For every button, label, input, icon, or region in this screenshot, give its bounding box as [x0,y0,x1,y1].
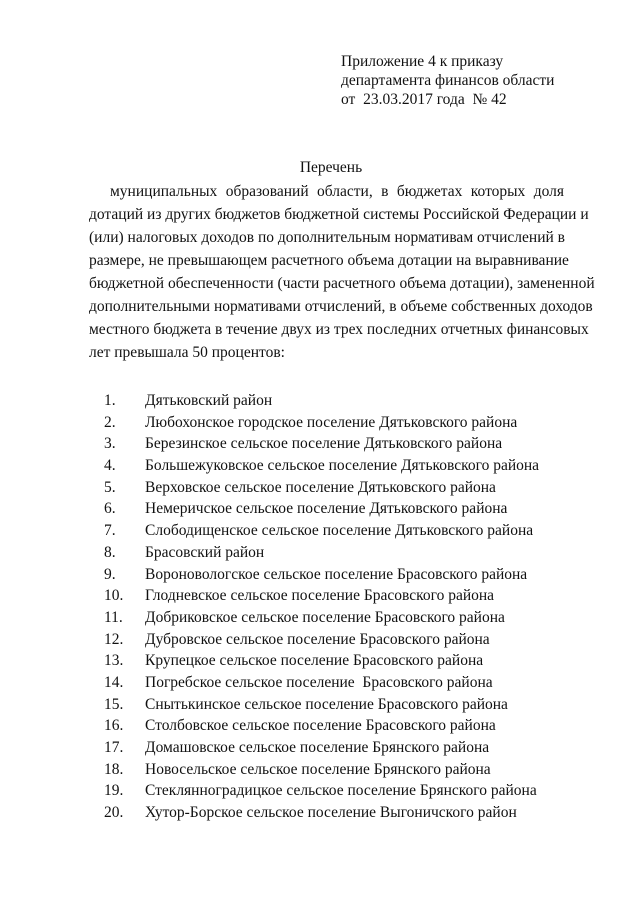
list-item [104,715,539,737]
list-item-number: 1. [104,392,116,409]
list-item-number: 8. [104,543,116,561]
list-item-text: Домашовское сельское поселение Брянского района [145,739,490,756]
list-item-text: Хутор-Борское сельское поселение Выгоничского район [145,804,517,822]
municipality-list [104,390,539,824]
list-item [104,780,539,802]
list-item [104,759,539,781]
list-item [104,694,539,716]
list-item [104,542,539,564]
list-item [104,390,539,412]
intro-line: муниципальных образований области, в бюджетах которых доля [110,183,564,200]
list-item-number: 3. [104,435,116,453]
list-item-text: Снытькинское сельское поселение Брасовского района [145,695,508,713]
list-item-text: Дубровское сельское поселение Брасовского района [145,630,490,648]
appendix-header-line-3: от 23.03.2017 года № 42 [341,91,507,108]
list-item-number: 16. [104,717,124,735]
intro-line: лет превышала 50 процентов: [89,344,285,361]
list-item-text: Погребское сельское поселение Брасовского района [145,673,493,691]
list-item-text: Любохонское городское поселение Дятьковского района [145,413,518,431]
list-item [104,672,539,694]
list-item-text: Немеричское сельское поселение Дятьковского района [145,500,508,518]
intro-line: местного бюджета в течение двух из трех последних отчетных финансовых [89,321,589,338]
list-item-text: Добриковское сельское поселение Брасовского района [145,608,505,626]
list-item [104,477,539,499]
list-item-number: 15. [104,695,124,713]
list-item-text: Брасовский район [145,543,265,561]
list-item [104,455,539,477]
list-item-number: 7. [104,522,116,540]
document-title: Перечень [299,159,363,176]
list-item-number: 17. [104,739,124,756]
list-item-text: Новосельское сельское поселение Брянского района [145,760,491,778]
intro-line: бюджетной обеспеченности (части расчетного объема дотации), замененной [89,275,595,292]
intro-line: (или) налоговых доходов по дополнительным нормативам отчислений в [89,229,565,246]
list-item [104,564,539,586]
intro-line: дотаций из других бюджетов бюджетной системы Российской Федерации и [89,206,589,223]
appendix-header-line-2: департамента финансов области [341,72,555,89]
list-item-text: Большежуковское сельское поселение Дятьковского района [145,457,540,475]
list-item-number: 6. [104,500,116,518]
list-item-text: Столбовское сельское поселение Брасовского района [145,717,496,735]
list-item-number: 14. [104,673,124,691]
list-item-number: 12. [104,630,124,648]
list-item-text: Верховское сельское поселение Дятьковского района [145,478,496,496]
list-item [104,607,539,629]
intro-line: дополнительными нормативами отчислений, в объеме собственных доходов [89,298,593,315]
list-item [104,498,539,520]
list-item-number: 4. [104,457,116,475]
list-item-text: Глодневское сельское поселение Брасовского района [145,587,495,605]
list-item [104,520,539,542]
list-item [104,433,539,455]
list-item-number: 10. [104,587,124,605]
intro-line: размере, не превышающем расчетного объема дотации на выравнивание [89,252,569,269]
list-item [104,650,539,672]
list-item-text: Березинское сельское поселение Дятьковского района [145,435,503,453]
list-item-number: 9. [104,565,116,583]
list-item [104,629,539,651]
appendix-header-line-1: Приложение 4 к приказу [341,53,504,70]
list-item [104,737,539,759]
list-item-number: 19. [104,782,124,800]
list-item-text: Вороновологское сельское поселение Брасовского района [145,565,528,583]
list-item-number: 20. [104,804,124,822]
appendix-header [341,52,554,109]
list-item-text: Слободищенское сельское поселение Дятьковского района [145,522,534,540]
list-item [104,585,539,607]
list-item-number: 13. [104,652,124,670]
list-item-text: Стеклянноградицкое сельское поселение Брянского района [145,782,537,800]
list-item [104,412,539,434]
list-item-number: 5. [104,478,116,496]
intro-paragraph [89,180,595,364]
list-item-number: 18. [104,760,124,778]
list-item-text: Дятьковский район [145,392,273,409]
list-item-number: 11. [104,608,123,626]
list-item [104,802,539,824]
list-item-text: Крупецкое сельское поселение Брасовского района [145,652,484,670]
list-item-number: 2. [104,413,116,431]
